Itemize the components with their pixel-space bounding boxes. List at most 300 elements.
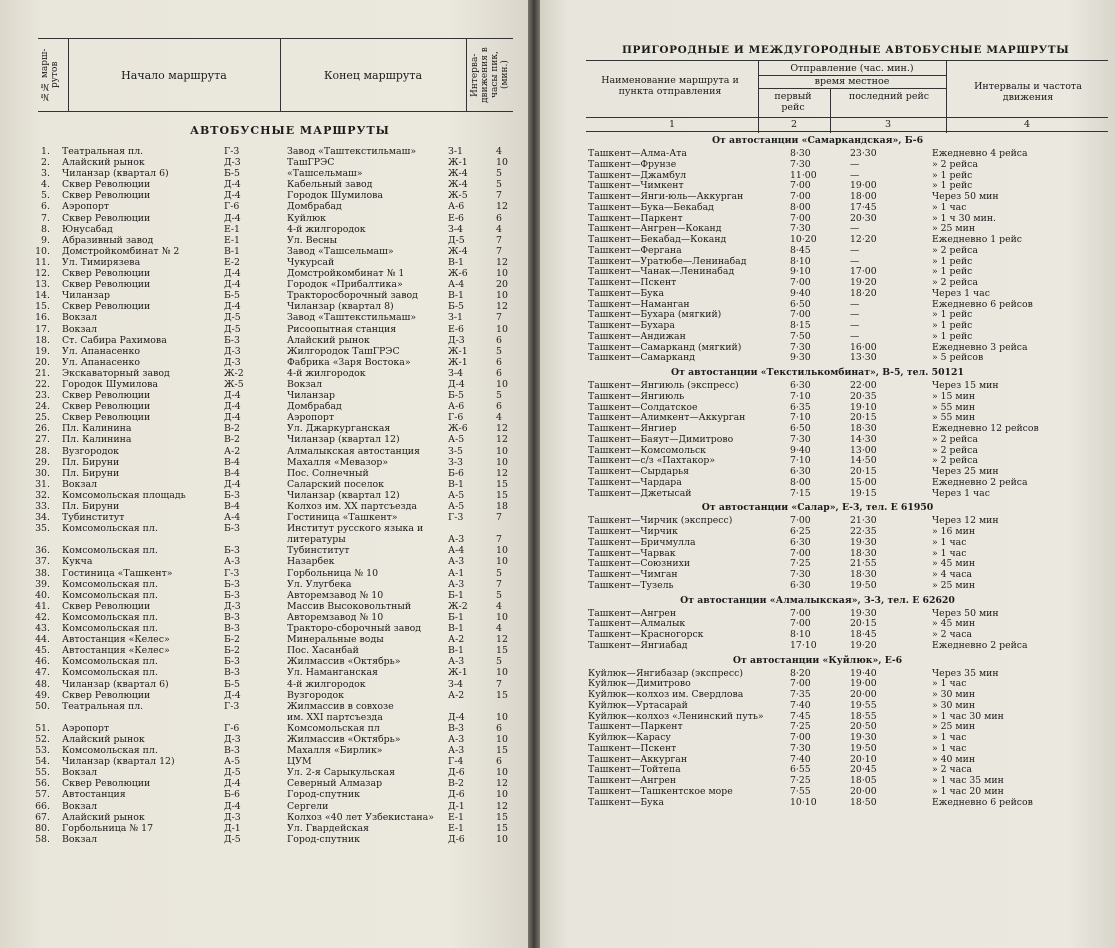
first-departure: 7·45 bbox=[790, 710, 811, 722]
interval-frequency: » 30 мин bbox=[932, 689, 976, 700]
route-end: Вузгородок bbox=[287, 689, 344, 701]
route-number: 29. bbox=[35, 456, 50, 468]
first-departure: 7·00 bbox=[790, 191, 811, 202]
last-departure: — bbox=[850, 169, 860, 181]
route-interval: 5 bbox=[496, 345, 502, 357]
header-route-start: Начало маршрута bbox=[121, 69, 227, 82]
route-end: Ул. Весны bbox=[287, 234, 338, 246]
last-departure: 22·35 bbox=[850, 526, 877, 537]
route-interval: 18 bbox=[496, 501, 508, 512]
start-grid-square: Д-5 bbox=[224, 833, 241, 845]
table-row bbox=[540, 246, 1115, 257]
route-number: 38. bbox=[35, 567, 50, 579]
route-name: Куйлюк—Карасу bbox=[588, 732, 671, 743]
table-row bbox=[540, 489, 1115, 500]
route-number: 26. bbox=[35, 423, 50, 435]
route-number: 37. bbox=[35, 556, 50, 568]
route-interval: 10 bbox=[496, 456, 508, 468]
route-number: 46. bbox=[35, 656, 50, 668]
first-departure: 6·30 bbox=[790, 536, 811, 548]
end-grid-square: А-3 bbox=[448, 733, 465, 745]
table-row bbox=[0, 434, 528, 445]
route-start: Комсомольская пл. bbox=[62, 523, 158, 535]
route-end: Алайский рынок bbox=[287, 334, 370, 346]
route-start: Ст. Сабира Рахимова bbox=[62, 334, 167, 346]
route-end: Ул. Джаркурганская bbox=[287, 423, 391, 435]
route-start: Тубинститут bbox=[62, 512, 125, 524]
route-number: 20. bbox=[35, 356, 50, 368]
route-end: Аэропорт bbox=[287, 412, 335, 424]
start-grid-square: Б-5 bbox=[224, 678, 241, 690]
route-name: Куйлюк—Димитрово bbox=[588, 678, 691, 690]
table-row bbox=[0, 723, 528, 734]
route-number: 42. bbox=[35, 611, 50, 623]
last-departure: — bbox=[850, 298, 860, 310]
route-name: Ташкент—Тузель bbox=[588, 579, 674, 591]
end-grid-square: Ж-4 bbox=[448, 245, 468, 257]
route-start: Домстройкомбинат № 2 bbox=[62, 245, 180, 257]
end-grid-square: В-1 bbox=[448, 256, 465, 268]
start-grid-square: Д-3 bbox=[224, 733, 241, 745]
start-grid-square: Г-3 bbox=[224, 700, 240, 712]
interval-frequency: Через 1 час bbox=[932, 287, 990, 299]
first-departure: 7·00 bbox=[790, 515, 811, 527]
table-row bbox=[0, 290, 528, 301]
interval-frequency: » 30 мин bbox=[932, 699, 976, 711]
start-grid-square: Б-2 bbox=[224, 634, 241, 646]
interval-frequency: » 25 мин bbox=[932, 223, 976, 235]
last-departure: 19·20 bbox=[850, 277, 877, 288]
first-departure: 7·40 bbox=[790, 753, 811, 765]
right-route-list bbox=[540, 132, 1115, 808]
table-row bbox=[0, 534, 528, 545]
table-row bbox=[0, 623, 528, 634]
interval-frequency: Ежедневно 3 рейса bbox=[932, 341, 1028, 353]
end-grid-square: А-3 bbox=[448, 534, 465, 546]
last-departure: 18·55 bbox=[850, 710, 877, 722]
start-grid-square: В-3 bbox=[224, 623, 241, 635]
first-departure: 7·40 bbox=[790, 699, 811, 711]
route-interval: 4 bbox=[496, 412, 502, 424]
route-interval: 5 bbox=[496, 390, 502, 402]
table-row bbox=[540, 787, 1115, 798]
route-interval: 10 bbox=[496, 445, 508, 457]
route-start: Комсомольская площадь bbox=[62, 489, 186, 501]
start-grid-square: Е-1 bbox=[224, 234, 240, 246]
route-number: 80. bbox=[35, 822, 50, 834]
route-interval: 7 bbox=[496, 534, 502, 546]
route-end: 4-й жилгородок bbox=[287, 367, 366, 379]
route-end: Колхоз им. XX партсъезда bbox=[287, 501, 417, 512]
table-row bbox=[0, 667, 528, 678]
interval-frequency: » 40 мин bbox=[932, 753, 976, 765]
end-grid-square: З-1 bbox=[448, 146, 463, 157]
first-departure: 8·20 bbox=[790, 667, 811, 679]
interval-frequency: » 2 рейса bbox=[932, 444, 978, 456]
route-start: Ул. Апанасенко bbox=[62, 345, 141, 357]
route-number: 50. bbox=[35, 700, 50, 712]
start-grid-square: Д-3 bbox=[224, 811, 241, 823]
route-name: Ташкент—Джетысай bbox=[588, 487, 692, 499]
route-interval: 6 bbox=[496, 356, 502, 368]
route-name: Ташкент—Ангрен bbox=[588, 775, 677, 786]
interval-frequency: » 1 рейс bbox=[932, 169, 973, 181]
start-grid-square: Д-3 bbox=[224, 600, 241, 612]
route-number: 24. bbox=[35, 401, 50, 413]
last-departure: 17·45 bbox=[850, 201, 877, 213]
last-departure: — bbox=[850, 255, 860, 267]
first-departure: 7·00 bbox=[790, 180, 811, 192]
station-section-title: От автостанции «Самаркандская», Б-6 bbox=[711, 135, 924, 146]
last-departure: 21·30 bbox=[850, 515, 877, 527]
start-grid-square: В-2 bbox=[224, 434, 241, 446]
route-number: 67. bbox=[35, 811, 50, 823]
route-start: Сквер Революции bbox=[62, 279, 151, 291]
station-section-title: От автостанции «Салар», Е-3, тел. Е 61950 bbox=[701, 502, 934, 514]
interval-frequency: Через 1 час bbox=[932, 487, 990, 499]
route-interval: 10 bbox=[496, 711, 508, 723]
route-interval: 12 bbox=[496, 301, 508, 313]
first-departure: 7·25 bbox=[790, 558, 811, 570]
route-end: Домстройкомбинат № 1 bbox=[287, 268, 405, 280]
left-section-title: АВТОБУСНЫЕ МАРШРУТЫ bbox=[190, 124, 390, 137]
route-start: Вокзал bbox=[62, 312, 98, 324]
route-interval: 4 bbox=[496, 623, 502, 635]
route-end: Завод «Таштекстильмаш» bbox=[287, 146, 417, 157]
first-departure: 7·00 bbox=[790, 618, 811, 630]
start-grid-square: В-4 bbox=[224, 467, 241, 479]
route-name: Ташкент—Чимган bbox=[588, 569, 678, 580]
table-row bbox=[540, 798, 1115, 809]
table-row bbox=[0, 246, 528, 257]
route-number: 43. bbox=[35, 623, 50, 635]
route-end: 4-й жилгородок bbox=[287, 678, 366, 690]
route-interval: 10 bbox=[496, 667, 508, 679]
route-number: 35. bbox=[35, 523, 50, 535]
route-start: Чиланзар bbox=[62, 290, 110, 302]
last-departure: 18·30 bbox=[850, 423, 877, 434]
route-interval: 5 bbox=[496, 179, 502, 191]
start-grid-square: Д-5 bbox=[224, 767, 241, 779]
header-col-1: 1 bbox=[668, 119, 676, 130]
route-end: ТашГРЭС bbox=[287, 157, 335, 169]
interval-frequency: » 2 часа bbox=[932, 629, 972, 640]
start-grid-square: Б-3 bbox=[224, 489, 241, 501]
route-name: Ташкент—Чирчик (экспресс) bbox=[588, 515, 733, 527]
start-grid-square: В-4 bbox=[224, 456, 241, 468]
last-departure: 20·15 bbox=[850, 412, 877, 424]
start-grid-square: В-1 bbox=[224, 245, 241, 257]
last-departure: 19·00 bbox=[850, 180, 877, 192]
table-row bbox=[0, 590, 528, 601]
end-grid-square: А-5 bbox=[448, 501, 465, 512]
route-name: Куйлюк—Уртасарай bbox=[588, 699, 688, 711]
end-grid-square: Д-6 bbox=[448, 789, 465, 801]
last-departure: 17·00 bbox=[850, 266, 877, 278]
route-number: 9. bbox=[41, 234, 50, 246]
route-number: 44. bbox=[35, 634, 50, 646]
route-interval: 12 bbox=[496, 256, 508, 268]
last-departure: 20·15 bbox=[850, 618, 877, 630]
route-interval: 15 bbox=[496, 745, 508, 757]
last-departure: 14·50 bbox=[850, 455, 877, 467]
interval-frequency: » 16 мин bbox=[932, 526, 976, 537]
interval-frequency: Через 12 мин bbox=[932, 515, 999, 527]
route-interval: 10 bbox=[496, 556, 508, 568]
route-interval: 12 bbox=[496, 423, 508, 435]
first-departure: 10·20 bbox=[790, 234, 817, 245]
table-row bbox=[0, 834, 528, 845]
route-start: Чиланзар (квартал 6) bbox=[62, 678, 169, 690]
route-number: 33. bbox=[35, 501, 50, 512]
route-interval: 12 bbox=[496, 634, 508, 646]
table-row bbox=[0, 612, 528, 623]
route-name: Ташкент—Красногорск bbox=[588, 629, 704, 640]
end-grid-square: А-4 bbox=[448, 545, 465, 557]
table-row bbox=[0, 656, 528, 667]
first-departure: 7·30 bbox=[790, 742, 811, 754]
first-departure: 8·00 bbox=[790, 201, 811, 213]
left-table-header bbox=[38, 38, 513, 112]
start-grid-square: Б-6 bbox=[224, 789, 241, 801]
route-name: Ташкент—Чимкент bbox=[588, 180, 684, 192]
route-end: Городок Шумилова bbox=[287, 190, 383, 202]
route-start: Сквер Революции bbox=[62, 179, 151, 191]
last-departure: 20·50 bbox=[850, 721, 877, 733]
last-departure: 20·45 bbox=[850, 764, 877, 776]
last-departure: 20·00 bbox=[850, 689, 877, 700]
end-grid-square: В-1 bbox=[448, 645, 465, 657]
route-start: Сквер Революции bbox=[62, 600, 151, 612]
route-start: Юнусабад bbox=[62, 223, 113, 235]
first-departure: 6·50 bbox=[790, 423, 811, 434]
start-grid-square: Б-3 bbox=[224, 578, 241, 590]
route-name: Ташкент—Сырдарья bbox=[588, 466, 689, 477]
route-end: ЦУМ bbox=[287, 756, 312, 768]
route-start: Сквер Революции bbox=[62, 190, 151, 202]
first-departure: 8·10 bbox=[790, 629, 811, 640]
route-number: 49. bbox=[35, 689, 50, 701]
first-departure: 7·10 bbox=[790, 412, 811, 424]
route-end: Кабельный завод bbox=[287, 179, 373, 191]
interval-frequency: Через 35 мин bbox=[932, 667, 999, 679]
first-departure: 7·30 bbox=[790, 433, 811, 445]
end-grid-square: Д-6 bbox=[448, 767, 465, 779]
route-end: Минеральные воды bbox=[287, 634, 384, 646]
table-row bbox=[0, 401, 528, 412]
end-grid-square: Ж-6 bbox=[448, 268, 468, 280]
route-start: Сквер Революции bbox=[62, 212, 151, 224]
route-start: Аэропорт bbox=[62, 201, 110, 213]
end-grid-square: Ж-1 bbox=[448, 345, 468, 357]
route-number: 14. bbox=[35, 290, 50, 302]
interval-frequency: » 1 рейс bbox=[932, 320, 973, 331]
table-row bbox=[0, 712, 528, 723]
route-end: Массив Высоковольтный bbox=[287, 600, 412, 612]
first-departure: 8·45 bbox=[790, 244, 811, 256]
route-number: 39. bbox=[35, 578, 50, 590]
end-grid-square: А-3 bbox=[448, 656, 465, 668]
table-row bbox=[0, 479, 528, 490]
last-departure: — bbox=[850, 158, 860, 170]
header-local-time: время местное bbox=[814, 76, 890, 87]
route-number: 40. bbox=[35, 589, 50, 601]
start-grid-square: В-2 bbox=[224, 423, 241, 435]
route-interval: 10 bbox=[496, 611, 508, 623]
route-start: Абразивный завод bbox=[62, 234, 154, 246]
right-page bbox=[540, 0, 1115, 948]
route-number: 6. bbox=[41, 201, 50, 213]
first-departure: 7·30 bbox=[790, 569, 811, 580]
end-grid-square: Ж-1 bbox=[448, 157, 468, 169]
table-row bbox=[0, 823, 528, 834]
last-departure: — bbox=[850, 330, 860, 342]
route-interval: 6 bbox=[496, 756, 502, 768]
route-end: Северный Алмазар bbox=[287, 778, 383, 790]
route-start: Чиланзар (квартал 6) bbox=[62, 168, 169, 180]
interval-frequency: » 4 часа bbox=[932, 569, 972, 580]
header-col-2: 2 bbox=[790, 119, 798, 130]
route-start: Театральная пл. bbox=[62, 700, 144, 712]
last-departure: 19·50 bbox=[850, 579, 877, 591]
route-interval: 7 bbox=[496, 512, 502, 524]
route-start: Алайский рынок bbox=[62, 811, 145, 823]
route-end: Чиланзар (квартал 12) bbox=[287, 489, 400, 501]
first-departure: 9·10 bbox=[790, 266, 811, 278]
route-number: 54. bbox=[35, 756, 50, 768]
route-start: Аэропорт bbox=[62, 722, 110, 734]
last-departure: — bbox=[850, 309, 860, 321]
interval-frequency: » 1 час 35 мин bbox=[932, 775, 1004, 786]
route-end: Домбрабад bbox=[287, 401, 342, 413]
start-grid-square: Г-6 bbox=[224, 201, 240, 213]
route-interval: 10 bbox=[496, 833, 508, 845]
interval-frequency: » 25 мин bbox=[932, 721, 976, 733]
first-departure: 17·10 bbox=[790, 639, 817, 651]
header-route-end: Конец маршрута bbox=[323, 69, 423, 82]
route-interval: 15 bbox=[496, 811, 508, 823]
route-start: Экскаваторный завод bbox=[62, 367, 170, 379]
route-name: Ташкент—Ангрен—Коканд bbox=[588, 223, 722, 235]
route-number: 19. bbox=[35, 345, 50, 357]
route-end: Авторемзавод № 10 bbox=[287, 589, 384, 601]
table-row bbox=[540, 538, 1115, 549]
table-row bbox=[0, 224, 528, 235]
route-number: 58. bbox=[35, 833, 50, 845]
route-end: Вокзал bbox=[287, 378, 323, 390]
route-number: 3. bbox=[41, 168, 50, 180]
route-start: Пл. Бируни bbox=[62, 467, 120, 479]
route-end: Пос. Солнечный bbox=[287, 467, 369, 479]
route-number: 47. bbox=[35, 667, 50, 679]
route-number: 17. bbox=[35, 323, 50, 335]
interval-frequency: Через 50 мин bbox=[932, 607, 999, 619]
header-col-3: 3 bbox=[884, 119, 892, 130]
header-last-trip: последний рейс bbox=[848, 91, 930, 102]
interval-frequency: » 1 час 30 мин bbox=[932, 710, 1004, 722]
route-start: Вокзал bbox=[62, 800, 98, 812]
table-row bbox=[0, 457, 528, 468]
route-start: Горбольница № 17 bbox=[62, 822, 154, 834]
route-start: Автостанция bbox=[62, 789, 126, 801]
first-departure: 7·00 bbox=[790, 277, 811, 288]
table-row bbox=[540, 353, 1115, 364]
route-end: Городок «Прибалтика» bbox=[287, 279, 403, 291]
right-table-header bbox=[586, 60, 1108, 133]
route-end: Ул. Гвардейская bbox=[287, 822, 369, 834]
route-end: Гостиница «Ташкент» bbox=[287, 512, 398, 524]
route-number: 22. bbox=[35, 378, 50, 390]
last-departure: 19·50 bbox=[850, 742, 877, 754]
table-row bbox=[0, 601, 528, 612]
route-interval: 12 bbox=[496, 778, 508, 790]
left-page bbox=[0, 0, 528, 948]
first-departure: 6·55 bbox=[790, 764, 811, 776]
last-departure: 19·10 bbox=[850, 401, 877, 413]
interval-frequency: » 1 рейс bbox=[932, 266, 973, 278]
route-interval: 10 bbox=[496, 378, 508, 390]
route-name: Ташкент—с/з «Пахтакор» bbox=[588, 455, 716, 467]
route-name: Ташкент—Бука—Бекабад bbox=[588, 201, 714, 213]
end-grid-square: З-5 bbox=[448, 445, 463, 457]
table-row bbox=[0, 501, 528, 512]
first-departure: 7·30 bbox=[790, 223, 811, 235]
end-grid-square: Г-6 bbox=[448, 412, 464, 424]
header-route-name: Наименование маршрута и пункта отправления bbox=[601, 75, 739, 97]
route-end: Завод «Ташсельмаш» bbox=[287, 245, 394, 257]
route-end: Тубинститут bbox=[287, 545, 350, 557]
first-departure: 6·50 bbox=[790, 298, 811, 310]
last-departure: 20·30 bbox=[850, 212, 877, 224]
table-row bbox=[0, 412, 528, 423]
end-grid-square: А-3 bbox=[448, 578, 465, 590]
table-row bbox=[0, 701, 528, 712]
route-number: 48. bbox=[35, 678, 50, 690]
route-name: Ташкент—Бричмулла bbox=[588, 536, 696, 548]
table-row bbox=[0, 690, 528, 701]
route-start: Пл. Калинина bbox=[62, 434, 132, 446]
route-interval: 12 bbox=[496, 201, 508, 213]
interval-frequency: Ежедневно 1 рейс bbox=[932, 234, 1022, 245]
end-grid-square: Ж-4 bbox=[448, 168, 468, 180]
route-end: Чукурсай bbox=[287, 256, 335, 268]
start-grid-square: В-4 bbox=[224, 501, 241, 512]
route-interval: 15 bbox=[496, 822, 508, 834]
last-departure: — bbox=[850, 223, 860, 235]
start-grid-square: В-3 bbox=[224, 611, 241, 623]
table-row bbox=[0, 146, 528, 157]
route-end: Фабрика «Заря Востока» bbox=[287, 356, 411, 368]
start-grid-square: Д-4 bbox=[224, 390, 241, 402]
route-start: Алайский рынок bbox=[62, 733, 145, 745]
header-interval-frequency: Интервалы и частота движения bbox=[974, 81, 1082, 103]
first-departure: 7·25 bbox=[790, 775, 811, 786]
interval-frequency: Ежедневно 2 рейса bbox=[932, 639, 1028, 651]
route-end: Пос. Хасанбай bbox=[287, 645, 359, 657]
start-grid-square: А-5 bbox=[224, 756, 241, 768]
first-departure: 9·40 bbox=[790, 287, 811, 299]
first-departure: 7·15 bbox=[790, 487, 811, 499]
start-grid-square: Б-5 bbox=[224, 168, 241, 180]
end-grid-square: В-2 bbox=[448, 778, 465, 790]
route-end: Город-спутник bbox=[287, 789, 360, 801]
route-end: Махалля «Мевазор» bbox=[287, 456, 389, 468]
last-departure: — bbox=[850, 320, 860, 331]
start-grid-square: Г-3 bbox=[224, 567, 240, 579]
table-row bbox=[0, 523, 528, 534]
table-row bbox=[0, 645, 528, 656]
start-grid-square: В-3 bbox=[224, 745, 241, 757]
